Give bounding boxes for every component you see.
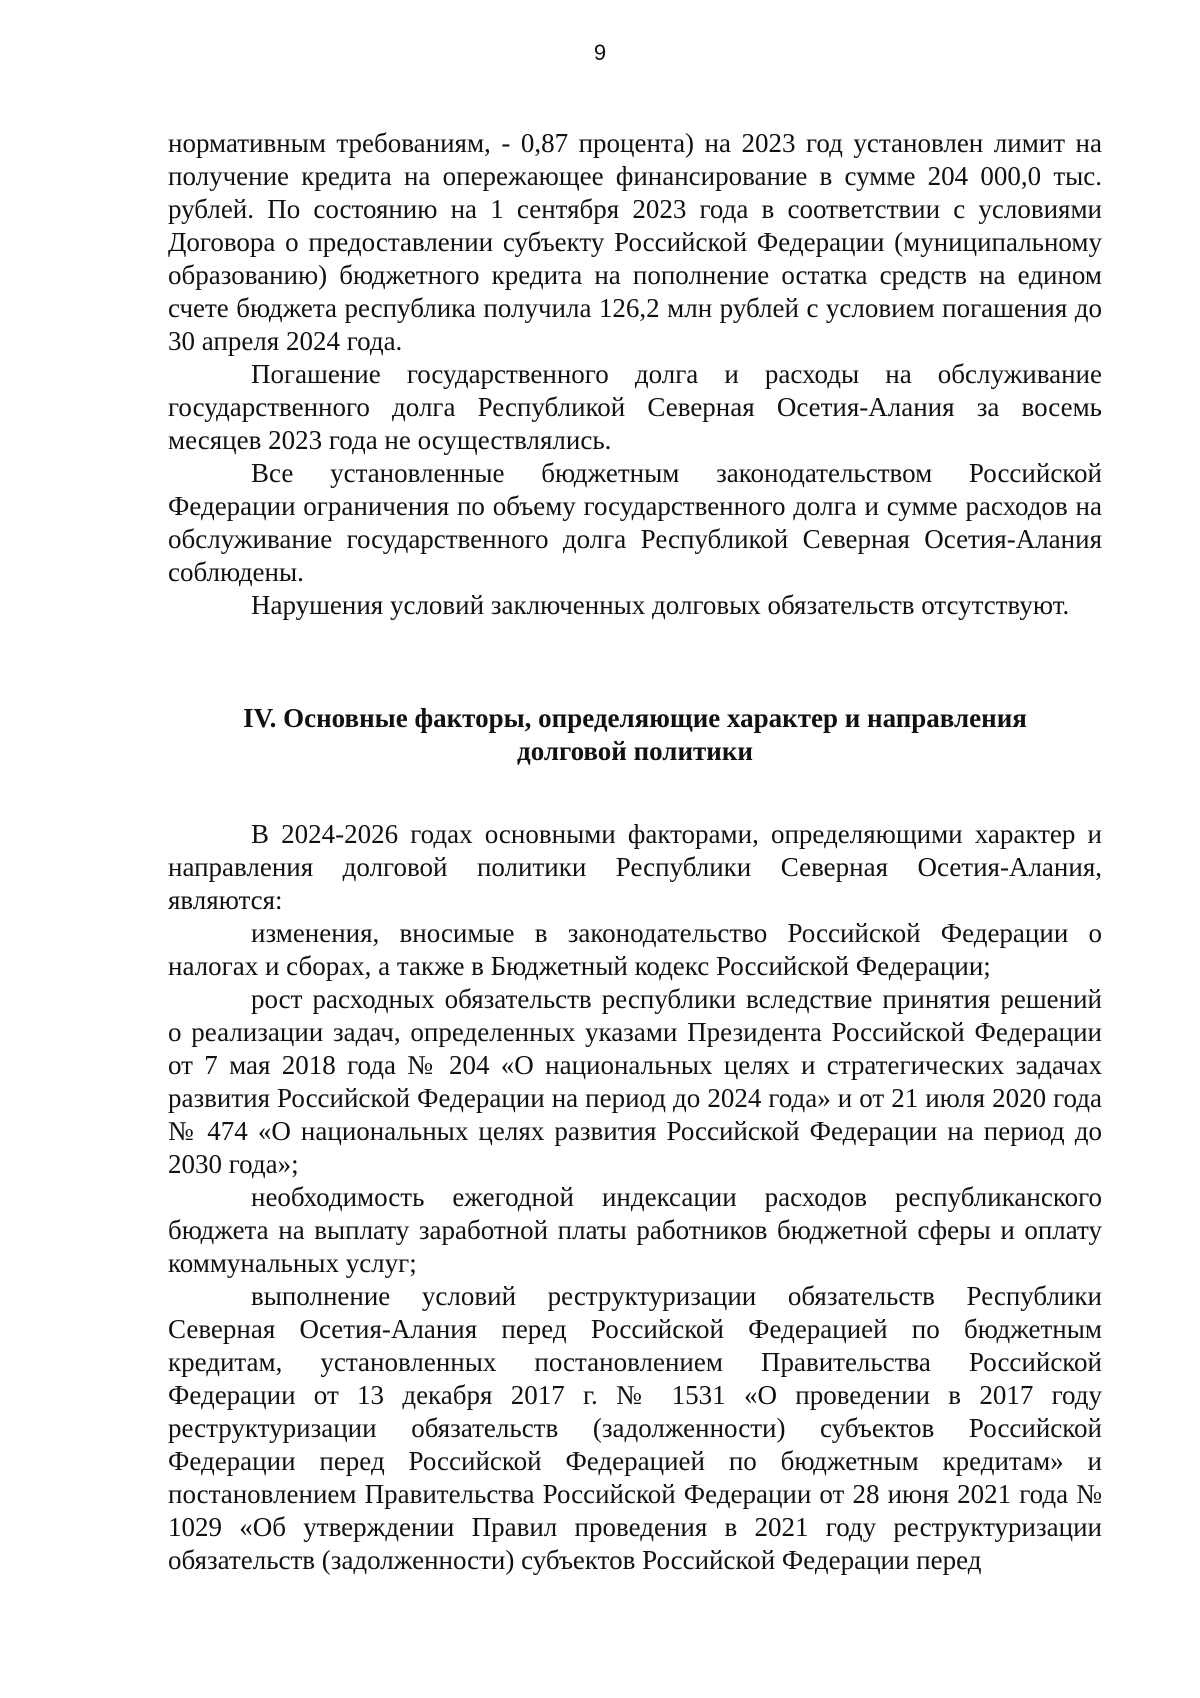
section-heading-line: IV. Основные факторы, определяющие характер и направления [243, 703, 1027, 733]
list-item-paragraph: рост расходных обязательств республики вследствие принятия решений о реализации задач, определенных указами Президента Российской Федерации от 7 мая 2018 года № 204 «О национальных целях и стратегических задачах развития Российской Федерации на период до 2024 года» и от 21 июля 2020 года № 474 «О национальных целях развития Российской Федерации на период до 2030 года»; [168, 984, 1102, 1179]
paragraph: Все установленные бюджетным законодательством Российской Федерации ограничения по объему государственного долга и сумме расходов на обслуживание государственного долга Республикой Северная Осетия-Алания соблюдены. [168, 458, 1102, 587]
paragraph: Нарушения условий заключенных долговых обязательств отсутствуют. [251, 590, 1070, 620]
section-heading-line: долговой политики [517, 736, 753, 766]
document-body [168, 127, 1102, 1577]
list-item-paragraph: выполнение условий реструктуризации обязательств Республики Северная Осетия-Алания перед Российской Федерацией по бюджетным кредитам, установленных постановлением Правительства Российской Федерации от 13 декабря 2017 г. № 1531 «О проведении в 2017 году реструктуризации обязательств (задолженности) субъектов Российской Федерации перед Российской Федерацией по бюджетным кредитам» и постановлением Правительства Российской Федерации от 28 июня 2021 года № 1029 «Об утверждении Правил проведения в 2021 году реструктуризации обязательств (задолженности) субъектов Российской Федерации перед [168, 1281, 1102, 1575]
list-item-paragraph: изменения, вносимые в законодательство Российской Федерации о налогах и сборах, а также в Бюджетный кодекс Российской Федерации; [168, 918, 1102, 981]
paragraph: В 2024-2026 годах основными факторами, определяющими характер и направления долговой политики Республики Северная Осетия-Алания, являются: [168, 819, 1102, 915]
paragraph-continuation: нормативным требованиям, - 0,87 процента) на 2023 год установлен лимит на получение кредита на опережающее финансирование в сумме 204 000,0 тыс. рублей. По состоянию на 1 сентября 2023 года в соответствии с условиями Договора о предоставлении субъекту Российской Федерации (муниципальному образованию) бюджетного кредита на пополнение остатка средств на едином счете бюджета республика получила 126,2 млн рублей с условием погашения до 30 апреля 2024 года. [168, 128, 1102, 356]
paragraph: Погашение государственного долга и расходы на обслуживание государственного долга Республикой Северная Осетия-Алания за восемь месяцев 2023 года не осуществлялись. [168, 359, 1102, 455]
page-number: 9 [593, 40, 607, 65]
section-heading [168, 702, 1102, 768]
list-item-paragraph: необходимость ежегодной индексации расходов республиканского бюджета на выплату заработной платы работников бюджетной сферы и оплату коммунальных услуг; [168, 1182, 1102, 1278]
